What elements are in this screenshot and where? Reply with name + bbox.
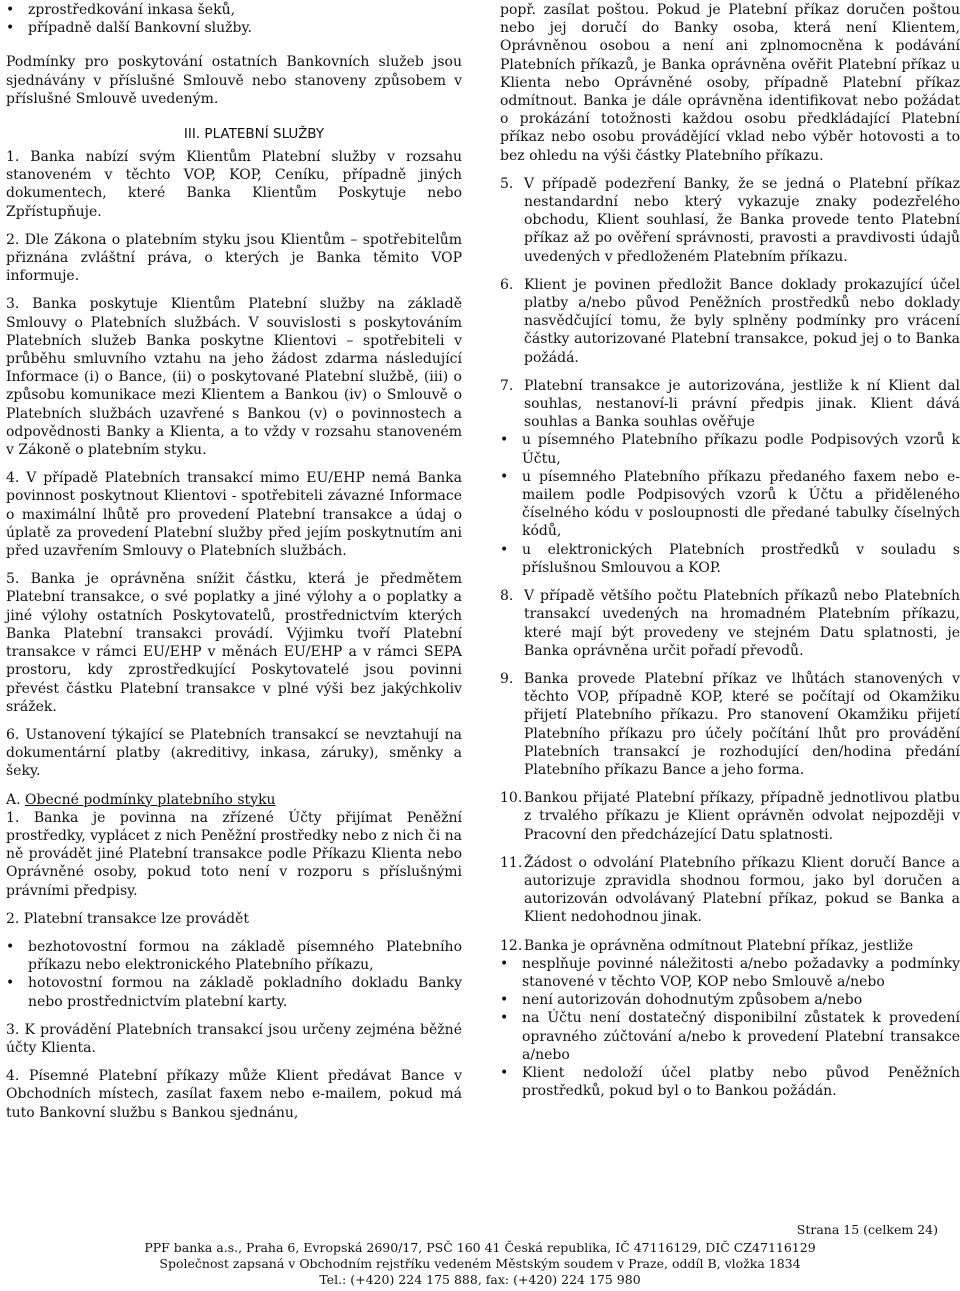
bullet-icon: • <box>6 938 15 955</box>
paragraph: 3. Banka poskytuje Klientům Platební služby na základě Smlouvy o Platebních službách. V souvislosti s poskytováním Platebních služeb Banka poskytne Klientovi – spotřebiteli v průběhu smluvního vztahu na jeho žádost zdarma následující Informace (i) o Bance, (ii) o poskytované Platební službě, (iii) o způsobu komunikace mezi Klientem a Bankou (iv) o Smlouvě o Platebních službách uzavřené s Bankou (v) o povinnostech a odpovědnosti Banky a Klienta, a to vždy v rozsahu stanoveném v Zákoně o platebním styku. <box>6 296 462 459</box>
list-item: • u písemného Platebního příkazu předaného faxem nebo e-mailem podle Podpisových vzorů k Účtu a přiděleného číselného kódu v posloupnosti dle předané tabulky číselných kódů, <box>500 468 960 540</box>
paragraph: 6. Ustanovení týkající se Platebních transakcí se nevztahují na dokumentární platby (akreditivy, inkasa, záruky), směnky a šeky. <box>6 726 462 780</box>
bullet-icon: • <box>6 20 15 37</box>
bullet-icon: • <box>500 468 509 485</box>
paragraph: Podmínky pro poskytování ostatních Bankovních služeb jsou sjednávány v příslušné Smlouvě nebo stanoveny způsobem v příslušné Smlouvě uvedeným. <box>6 54 462 107</box>
bullet-icon: • <box>500 1064 509 1081</box>
footer-line: PPF banka a.s., Praha 6, Evropská 2690/17, PSČ 160 41 Česká republika, IČ 47116129, DIČ CZ47116129 <box>144 1240 816 1255</box>
bullet-icon: • <box>500 955 509 972</box>
paragraph: 4. Písemné Platební příkazy může Klient předávat Bance v Obchodních místech, zasílat faxem nebo e-mailem, pokud má tuto Bankovní službu s Bankou sjednánu, <box>6 1068 462 1121</box>
numbered-item: 11. Žádost o odvolání Platebního příkazu Klient doručí Bance a autorizuje zpravidla shodnou formou, jako byl doručen a autorizován odvolávaný Platební příkaz, pokud se Banka a Klient nedohodnou jinak. <box>500 854 960 926</box>
paragraph: popř. zasílat poštou. Pokud je Platební příkaz doručen poštou nebo jej doručí do Banky osoba, která není Klientem, Oprávněnou osobou a není ani zplnomocněna k podávání Platebních příkazů, je Banka oprávněna ověřit Platební příkaz u Klienta nebo Oprávněné osoby, případně Platební příkaz odmítnout. Banka je dále oprávněna identifikovat nebo požádat o prokázání totožnosti každou osobu předkládající Platební příkaz nebo osobu provádějící vklad nebo výběr hotovosti a to bez ohledu na výši částky Platebního příkazu. <box>500 2 960 164</box>
numbered-item: 10. Bankou přijaté Platební příkazy, případně jednotlivou platbu z trvalého příkazu je Klient oprávněn odvolat nejpozději v Pracovní den předcházející Datu splatnosti. <box>500 790 960 843</box>
paragraph: 1. Banka nabízí svým Klientům Platební služby v rozsahu stanoveném v těchto VOP, KOP, Ceníku, případně jiných dokumentech, které Banka Klientům Poskytuje nebo Zpřístupňuje. <box>6 149 462 220</box>
footer-line: Tel.: (+420) 224 175 888, fax: (+420) 224 175 980 <box>319 1272 641 1287</box>
bullet-icon: • <box>6 975 15 992</box>
list-item: • zprostředkování inkasa šeků, <box>6 2 236 18</box>
left-column <box>6 0 462 1122</box>
bullet-icon: • <box>500 432 509 449</box>
list-item: • nesplňuje povinné náležitosti a/nebo požadavky a podmínky stanovené v těchto VOP, KOP nebo Smlouvě a/nebo <box>500 955 960 990</box>
bullet-icon: • <box>500 541 509 558</box>
bullet-icon: • <box>6 2 15 18</box>
list-item: • není autorizován dohodnutým způsobem a/nebo <box>500 992 863 1009</box>
subsection-heading: A. Obecné podmínky platebního styku <box>6 791 276 808</box>
numbered-item: 12. Banka je oprávněna odmítnout Platební příkaz, jestliže <box>500 937 914 954</box>
numbered-item: 5. V případě podezření Banky, že se jedná o Platební příkaz nestandardní nebo který vykazuje znaky podezřelého obchodu, Klient souhlasí, že Banka provede tento Platební příkaz až po ověření správnosti, pravosti a pravdivosti údajů uvedených v předloženém Platebním příkazu. <box>500 175 960 265</box>
list-item: • u písemného Platebního příkazu podle Podpisových vzorů k Účtu, <box>500 432 960 467</box>
paragraph: 1. Banka je povinna na zřízené Účty přijímat Peněžní prostředky, vyplácet z nich Peněžní prostředky nebo z nich či na ně provádět jiné Platební transakce podle Příkazu Klienta nebo Oprávněné osoby, pokud toto není v rozporu s příslušnými právními předpisy. <box>6 809 462 899</box>
paragraph: 2. Platební transakce lze provádět <box>6 910 249 927</box>
footer-line: Společnost zapsaná v Obchodním rejstříku vedeném Městským soudem v Praze, oddíl B, vložka 1834 <box>159 1256 801 1271</box>
list-item: • Klient nedoloží účel platby nebo původ Peněžních prostředků, pokud byl o to Bankou požádán. <box>500 1064 960 1100</box>
page-number: Strana 15 (celkem 24) <box>796 1222 938 1237</box>
list-item: • na Účtu není dostatečný disponibilní zůstatek k provedení opravného zúčtování a/nebo k provedení Platební transakce a/nebo <box>500 1010 960 1063</box>
paragraph: 2. Dle Zákona o platebním styku jsou Klientům – spotřebitelům přiznána zvláštní práva, o kterých je Banka těmito VOP informuje. <box>6 231 462 285</box>
paragraph: 3. K provádění Platebních transakcí jsou určeny zejména běžné účty Klienta. <box>6 1021 462 1056</box>
numbered-item: 7. Platební transakce je autorizována, jestliže k ní Klient dal souhlas, nestanoví-li právní předpis jinak. Klient dává souhlas a Banka souhlas ověřuje <box>500 377 960 431</box>
bullet-icon: • <box>500 992 509 1009</box>
numbered-item: 9. Banka provede Platební příkaz ve lhůtách stanovených v těchto VOP, případně KOP, které se počítají od Okamžiku přijetí Platebního příkazu. Pro stanovení Okamžiku přijetí Platebního příkazu pro účely počítání lhůt pro provádění Platebních transakcí je rozhodující den/hodina předání Platebního příkazu Bance a jeho forma. <box>500 670 960 778</box>
numbered-item: 8. V případě většího počtu Platebních příkazů nebo Platebních transakcí uvedených na hromadném Platebním příkazu, které mají být provedeny ve stejném Datu splatnosti, je Banka oprávněna určit pořadí převodů. <box>500 588 960 659</box>
list-item: • případně další Bankovní služby. <box>6 20 252 37</box>
numbered-item: 6. Klient je povinen předložit Bance doklady prokazující účel platby a/nebo původ Peněžních prostředků nebo doklady nasvědčující tomu, že byly splněny podmínky pro vrácení částky autorizované Platební transakce, pokud jej o to Banka požádá. <box>500 276 960 366</box>
paragraph: 4. V případě Platebních transakcí mimo EU/EHP nemá Banka povinnost poskytnout Klientovi - spotřebiteli závazné Informace o maximální lhůtě pro provedení Platební transakce a údaj o úplatě za provedení Platební služby před jejím poskytnutím ani před uzavřením Smlouvy o Platebních službách. <box>6 470 462 560</box>
list-item: • bezhotovostní formou na základě písemného Platebního příkazu nebo elektronického Platebního příkazu, <box>6 938 462 974</box>
bullet-icon: • <box>500 1010 509 1027</box>
paragraph: 5. Banka je oprávněna snížit částku, která je předmětem Platební transakce, o své poplatky a jiné výlohy a o poplatky a jiné výlohy ostatních Poskytovatelů, prostřednictvím kterých Banka Platební transakci provádí. Výjimku tvoří Platební transakce v rámci EU/EHP v měnách EU/EHP a v rámci SEPA prostoru, kdy zprostředkující Poskytovatelé jsou povinni převést částku Platební transakce v plné výši bez jakýchkoliv srážek. <box>6 571 462 715</box>
right-column <box>500 0 960 1100</box>
list-item: • u elektronických Platebních prostředků v souladu s příslušnou Smlouvou a KOP. <box>500 541 960 576</box>
list-item: • hotovostní formou na základě pokladního dokladu Banky nebo prostřednictvím platební karty. <box>6 975 462 1010</box>
section-heading: III. PLATEBNÍ SLUŽBY <box>183 126 325 143</box>
